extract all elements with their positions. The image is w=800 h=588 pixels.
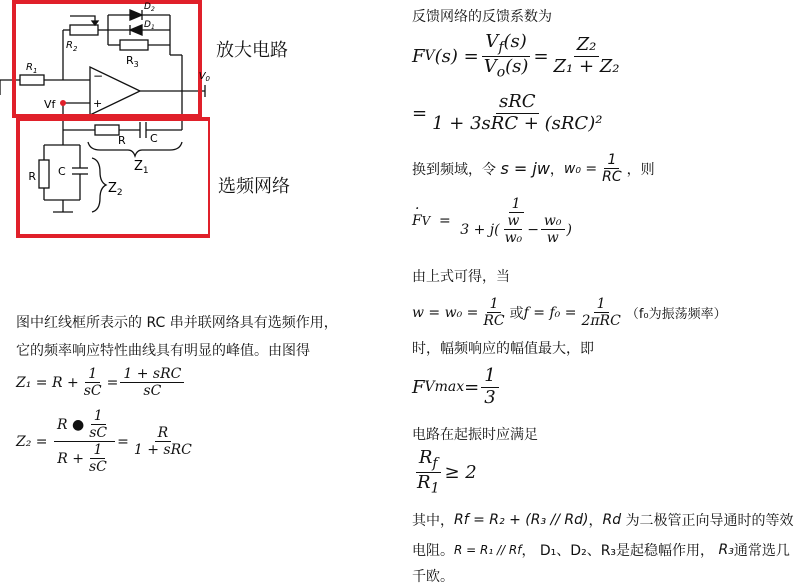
paren-close: ) <box>566 221 572 238</box>
z2-num-a: R ● <box>56 416 85 433</box>
freq-one: 1 <box>604 152 619 169</box>
r1-resistor <box>20 75 44 85</box>
selector-label: 选频网络 <box>218 176 290 197</box>
kilo-ohm-line: 千欧。 <box>412 569 454 585</box>
series-c-label: C <box>150 132 158 145</box>
fvmax-equation <box>412 366 501 408</box>
d1-label: $D_1$ <box>144 20 155 31</box>
w0-a: w₀ <box>504 230 523 247</box>
right-heading: 反馈网络的反馈系数为 <box>412 9 552 25</box>
z2-den-sc: sC <box>88 459 107 476</box>
r1: R <box>417 471 431 493</box>
z1-label: $Z_1$ <box>134 159 149 176</box>
z1-eq: = <box>106 374 119 391</box>
left-paragraph-2: 它的频率响应特性曲线具有明显的峰值。由图得 <box>16 343 310 359</box>
f-eq: f = f₀ = <box>523 304 577 321</box>
z2-equation <box>16 408 197 475</box>
line2-c: 通常选几 <box>733 543 790 559</box>
amplifier-label: 放大电路 <box>216 40 288 61</box>
startup-line: 电路在起振时应满足 <box>412 427 538 443</box>
w-a: w <box>504 213 522 230</box>
fvmax-one: 1 <box>481 366 498 388</box>
cond-one: 1 <box>487 296 502 313</box>
where-c: 为二极管正向导通时的等效 <box>625 513 794 529</box>
three-plus: 3 + j( <box>460 221 500 238</box>
z1-lhs: Z₁ = <box>16 374 48 391</box>
z1-equation <box>16 366 186 399</box>
fv-dot-equation: F · V = 1 3 + j( $\frac{w}{\text{w₀}}$ − $\frac{\text{w₀}}{w}$ ) <box>412 196 572 247</box>
line2-r3: R₃ <box>718 542 734 558</box>
series-resistor <box>95 125 119 135</box>
z2-label: $Z_2$ <box>108 181 123 198</box>
fv-lhs: F <box>412 45 425 67</box>
vf-num-s: (s) <box>503 31 527 52</box>
where-line <box>412 510 794 530</box>
fvmax-three: 3 <box>484 386 496 408</box>
two-pi-rc: 2πRC <box>581 313 621 330</box>
line2-eq: R = R₁ // Rf <box>454 543 522 557</box>
line2-b: ， <box>521 543 536 559</box>
parallel-c-label: C <box>58 165 66 178</box>
z2-den: 1 + sRC <box>133 442 192 459</box>
fv-eq: = <box>533 45 549 67</box>
vf-node <box>60 100 66 106</box>
cond: w = w₀ = <box>412 304 479 321</box>
r1-sub: 1 <box>430 480 440 497</box>
z1z2-den: Z₁ + Z₂ <box>553 55 620 77</box>
selector-frame <box>18 119 210 236</box>
resistor-line <box>412 540 790 560</box>
freq-text: 换到频域，令 <box>412 161 496 178</box>
d2-label: $D_2$ <box>144 2 155 13</box>
z1-den: sC <box>143 383 162 400</box>
src-num: sRC <box>496 92 539 114</box>
vo-den-s: (s) <box>505 55 529 77</box>
rd: Rd <box>602 512 622 528</box>
r2-label: $R_2$ <box>66 40 78 53</box>
vo-label: $V_0$ <box>198 71 210 83</box>
fvmax-sub: Vmax <box>424 379 465 396</box>
vf-num-sub: f <box>498 39 504 56</box>
freq-line <box>412 152 655 185</box>
freq-comma: ， <box>549 161 564 178</box>
src-equation <box>412 92 607 134</box>
line2-d: D₁、D₂、R₃是起稳幅作用， <box>539 543 715 559</box>
w-b: w <box>546 230 559 247</box>
resonance-line <box>412 296 727 329</box>
freq-then: ，则 <box>626 161 655 178</box>
fv-dot-one: 1 <box>509 196 524 213</box>
where-a: 其中， <box>412 513 454 529</box>
fv-dot: F <box>412 213 422 230</box>
max-line: 时，幅频响应的幅值最大，即 <box>412 341 594 357</box>
z2-den-one: 1 <box>90 442 105 459</box>
where-b: ， <box>588 513 603 529</box>
z2-lhs: Z₂ = <box>16 433 48 450</box>
left-paragraph-1: 图中红线框所表示的 RC 串并联网络具有选频作用， <box>16 315 338 331</box>
cond-rc: RC <box>483 313 505 330</box>
parallel-r-label: R <box>28 170 36 183</box>
minus-sign: − <box>93 69 104 83</box>
r2-resistor <box>70 25 98 35</box>
line2-a: 电阻。 <box>412 543 454 559</box>
freq-s: s = jw <box>500 159 550 179</box>
z2-num-one: 1 <box>91 408 106 425</box>
z2-den-a: R + <box>57 450 84 467</box>
amplifier-frame <box>14 2 200 116</box>
vo-den-sub: o <box>496 64 506 81</box>
src-eq: = <box>412 102 428 124</box>
f-one: 1 <box>594 296 609 313</box>
gain-condition <box>412 448 477 496</box>
fv-arg: (s) = <box>434 45 479 67</box>
z1-num: 1 + sRC <box>120 366 184 383</box>
ge2: ≥ 2 <box>444 461 477 483</box>
r1-label: $R_1$ <box>26 62 38 75</box>
w0-b: w₀ <box>541 213 565 230</box>
parallel-resistor <box>39 160 49 188</box>
f0-note: （f₀为振荡频率） <box>625 307 727 323</box>
or-text: 或 <box>509 305 524 322</box>
z1-r: R + <box>51 374 79 391</box>
rf: R <box>418 447 433 468</box>
z2-r: R <box>155 425 172 442</box>
z2-eq: = <box>117 433 129 450</box>
vf-num: V <box>485 31 499 52</box>
z2-num-sc: sC <box>89 425 108 442</box>
freq-rc: RC <box>602 169 622 186</box>
plus-sign: + <box>93 97 103 110</box>
r3-resistor <box>120 40 148 50</box>
fv-sub: V <box>424 48 435 65</box>
d2-diode <box>130 10 142 20</box>
fvmax-eq: = <box>464 376 480 398</box>
from-above: 由上式可得，当 <box>412 269 510 285</box>
where-eq: Rf = R₂ + (R₃ // Rd) <box>454 512 589 528</box>
r3-label: $R_3$ <box>126 54 139 69</box>
z1-one: 1 <box>85 366 100 383</box>
src-den: 1 + 3sRC + (sRC)² <box>432 112 603 134</box>
w-minus: − <box>527 221 539 238</box>
d1-diode <box>130 25 142 35</box>
vo-den: V <box>483 55 497 77</box>
rf-sub: f <box>432 455 438 472</box>
circuit-diagram <box>0 0 210 240</box>
fv-dot-eq: = <box>439 213 451 230</box>
series-r-label: R <box>118 134 126 147</box>
freq-w0: w₀ = <box>563 160 598 177</box>
fvmax: F <box>412 376 425 398</box>
z2-num: Z₂ <box>574 35 600 57</box>
vf-label: Vf <box>44 98 56 111</box>
z1-sc: sC <box>83 383 102 400</box>
fv-dot-sub: V <box>421 214 431 229</box>
fv-equation <box>412 32 625 80</box>
